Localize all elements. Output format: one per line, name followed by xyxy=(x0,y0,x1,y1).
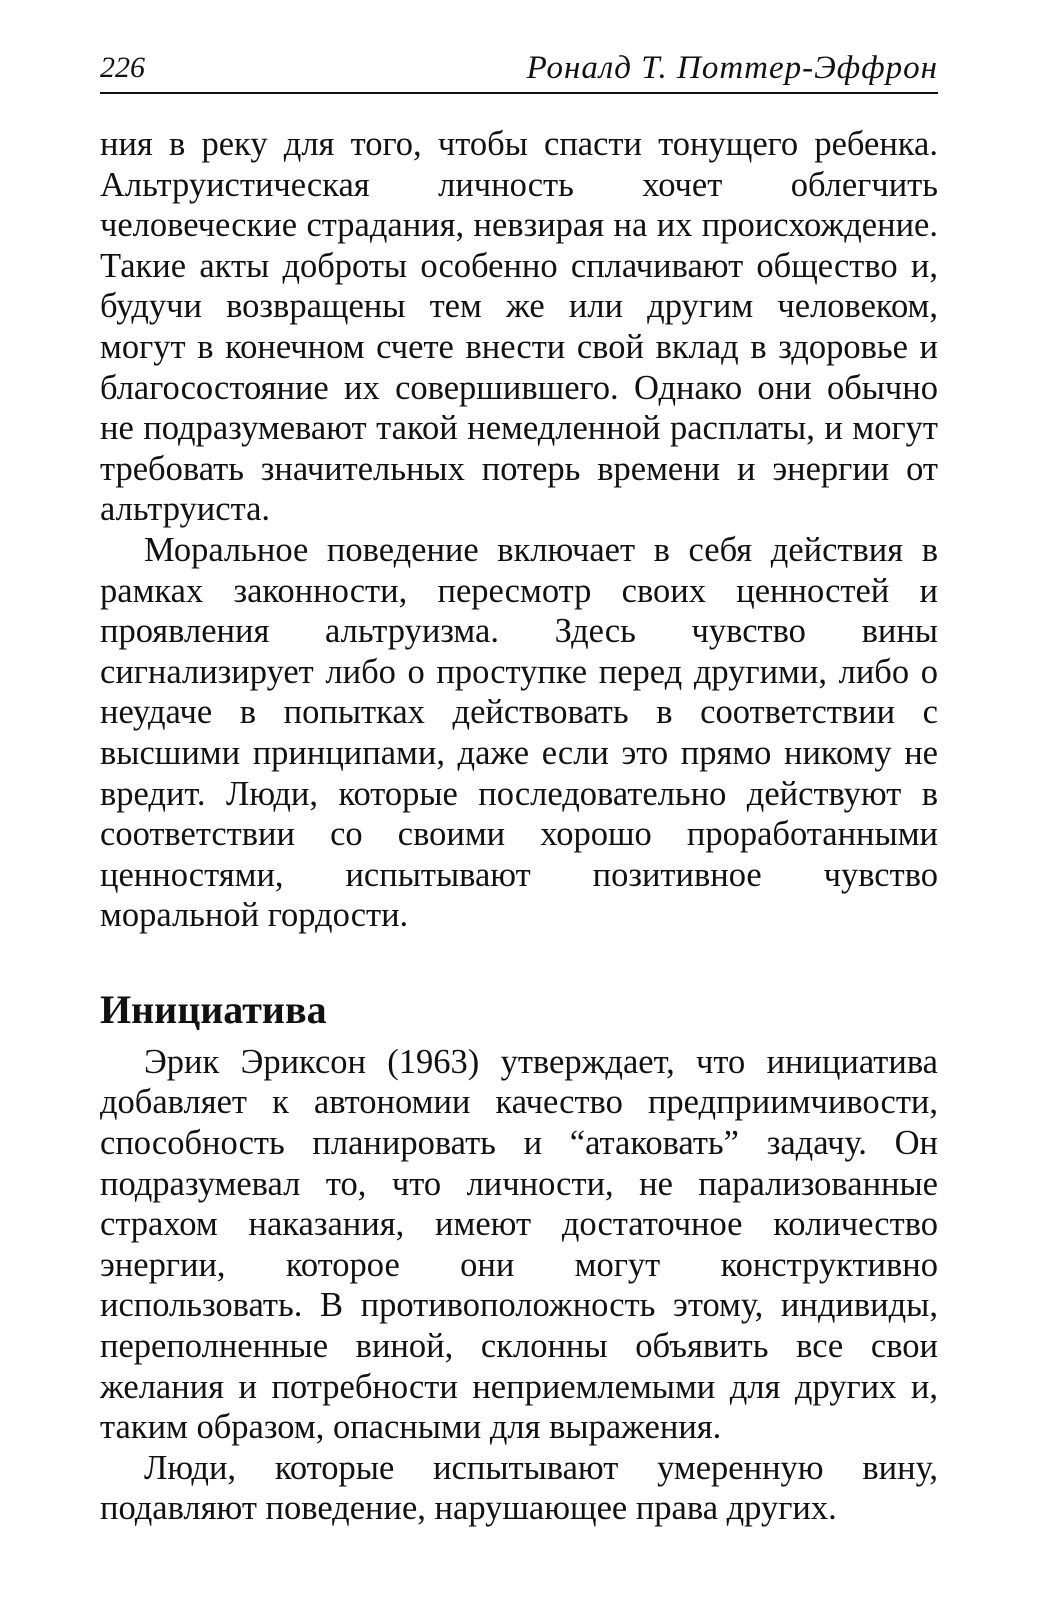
page-number: 226 xyxy=(100,51,145,84)
running-head-author: Роналд Т. Поттер-Эффрон xyxy=(526,50,938,86)
paragraph-erikson-initiative: Эрик Эриксон (1963) утверждает, что инициатива добавляет к автономии качество предприимчивости, способность планировать и “атаковать” задачу. Он подразумевал то, что личности, не парализованные страхом наказания, имеют достаточное количество энергии, которое они могут конструктивно использовать. В противоположность этому, индивиды, переполненные виной, склонны объявить все свои желания и потребности неприемлемыми для других и, таким образом, опасными для выражения. xyxy=(100,1042,938,1447)
paragraph-altruism-continued: ния в реку для того, чтобы спасти тонущего ребенка. Альтруистическая личность хочет облегчить человеческие страдания, невзирая на их происхождение. Такие акты доброты особенно сплачивают общество и, будучи возвращены тем же или другим человеком, могут в конечном счете внести свой вклад в здоровье и благосостояние их совершившего. Однако они обычно не подразумевают такой немедленной расплаты, и могут требовать значительных потерь времени и энергии от альтруиста. xyxy=(100,125,938,529)
section-heading-initiative: Инициатива xyxy=(100,986,327,1032)
page-body xyxy=(100,124,938,1529)
paragraph-moral-behavior: Моральное поведение включает в себя действия в рамках законности, пересмотр своих ценностей и проявления альтруизма. Здесь чувство вины сигнализирует либо о проступке перед другими, либо о неудаче в попытках действовать в соответствии с высшими принципами, даже если это прямо никому не вредит. Люди, которые последовательно действуют в соответствии со своими хорошо проработанными ценностями, испытывают позитивное чувство моральной гордости. xyxy=(100,530,938,935)
page-header xyxy=(100,48,938,94)
paragraph-moderate-guilt: Люди, которые испытывают умеренную вину, подавляют поведение, нарушающее права других. xyxy=(100,1448,938,1528)
